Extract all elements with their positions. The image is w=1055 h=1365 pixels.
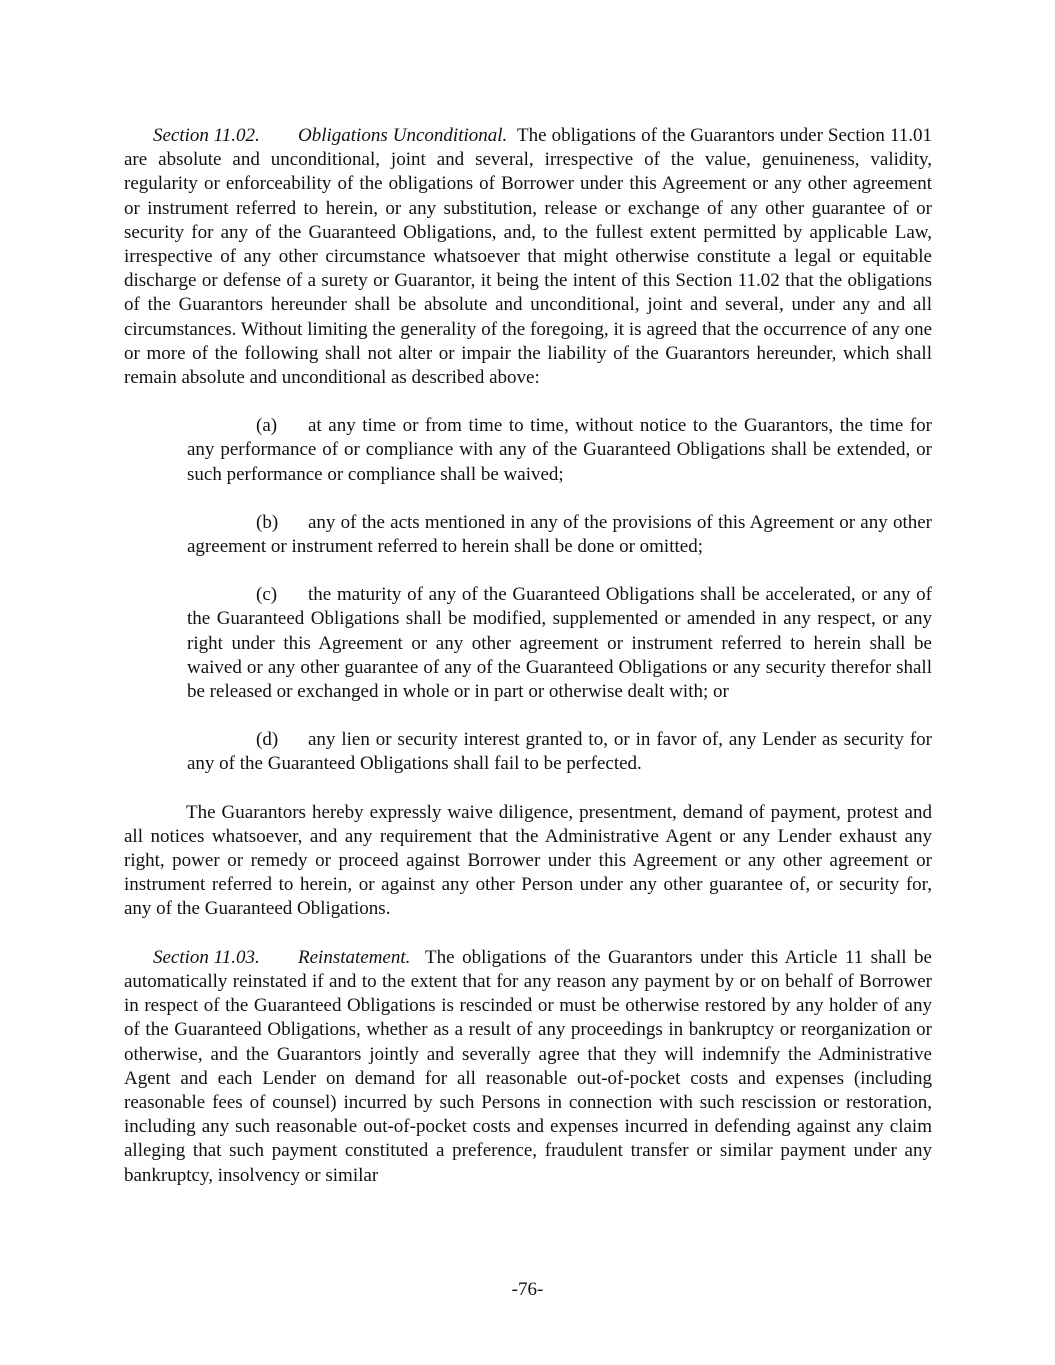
list-item-c — [187, 583, 932, 704]
section-number: Section 11.03. — [153, 946, 260, 968]
section-number: Section 11.02. — [153, 125, 260, 146]
section-body: The obligations of the Guarantors under Section 11.01 are absolute and unconditional, joint and several, irrespective of the value, genuineness, validity, regularity or enforceability of the obligations of Borrower under this Agreement or any other agreement or instrument referred to herein, or any substitution, release or exchange of any other guarantee of or security for any of the Guaranteed Obligations, and, to the fullest extent permitted by applicable Law, irrespective of any other circumstance whatsoever that might otherwise constitute a legal or equitable discharge or defense of a surety or Guarantor, it being the intent of this Section 11.02 that the obligations of the Guarantors hereunder shall be absolute and unconditional, joint and several, under any and all circumstances. Without limiting the generality of the foregoing, it is agreed that the occurrence of any one or more of the following shall not alter or impair the liability of the Guarantors hereunder, which shall remain absolute and unconditional as described above: — [124, 125, 933, 389]
list-item-a — [187, 414, 932, 487]
section-body: The obligations of the Guarantors under this Article 11 shall be automatically reinstated if and to the extent that for any reason any payment by or on behalf of Borrower in respect of the Guaranteed Obligations is rescinded or must be otherwise restored by any holder of any of the Guaranteed Obligations, whether as a result of any proceedings in bankruptcy or reorganization or otherwise, and the Guarantors jointly and severally agree that they will indemnify the Administrative Agent and each Lender on demand for all reasonable out-of-pocket costs and expenses (including reasonable fees of counsel) incurred by such Persons in connection with such rescission or restoration, including any such reasonable out-of-pocket costs and expenses incurred in defending against any claim alleging that such payment constituted a preference, fraudulent transfer or similar payment under any bankruptcy, insolvency or similar — [124, 946, 932, 1186]
list-item-text: any lien or security interest granted to, or in favor of, any Lender as security for any of the Guaranteed Obligations shall fail to be perfected. — [187, 729, 932, 775]
section-11-03-paragraph — [124, 946, 932, 1188]
document-page — [124, 124, 932, 1188]
waiver-paragraph: The Guarantors hereby expressly waive diligence, presentment, demand of payment, protest and all notices whatsoever, and any requirement that the Administrative Agent or any Lender exhaust any right, power or remedy or proceed against Borrower under this Agreement or any other agreement or instrument referred to herein, or against any other Person under any other guarantee of, or security for, any of the Guaranteed Obligations. — [124, 801, 932, 920]
list-item-label: (b) — [256, 511, 279, 533]
list-item-text: at any time or from time to time, without notice to the Guarantors, the time for any performance of or compliance with any of the Guaranteed Obligations shall be extended, or such performance or compliance shall be waived; — [187, 415, 932, 485]
section-title: Obligations Unconditional. — [298, 125, 508, 146]
list-item-label: (c) — [256, 584, 278, 606]
page-number: -76- — [511, 1279, 544, 1300]
list-item-b — [187, 511, 932, 559]
section-title: Reinstatement. — [298, 946, 411, 968]
list-item-d — [187, 728, 932, 776]
section-11-02-paragraph — [124, 124, 932, 390]
list-item-text: the maturity of any of the Guaranteed Obligations shall be accelerated, or any of the Guaranteed Obligations shall be modified, supplemented or amended in any respect, or any right under this Agreement or any other agreement or instrument referred to herein shall be waived or any other guarantee of any of the Guaranteed Obligations or any security therefor shall be released or exchanged in whole or in part or otherwise dealt with; or — [187, 584, 932, 703]
list-item-text: any of the acts mentioned in any of the provisions of this Agreement or any other agreement or instrument referred to herein shall be done or omitted; — [187, 511, 932, 558]
list-item-label: (d) — [256, 729, 279, 751]
list-item-label: (a) — [256, 415, 278, 437]
